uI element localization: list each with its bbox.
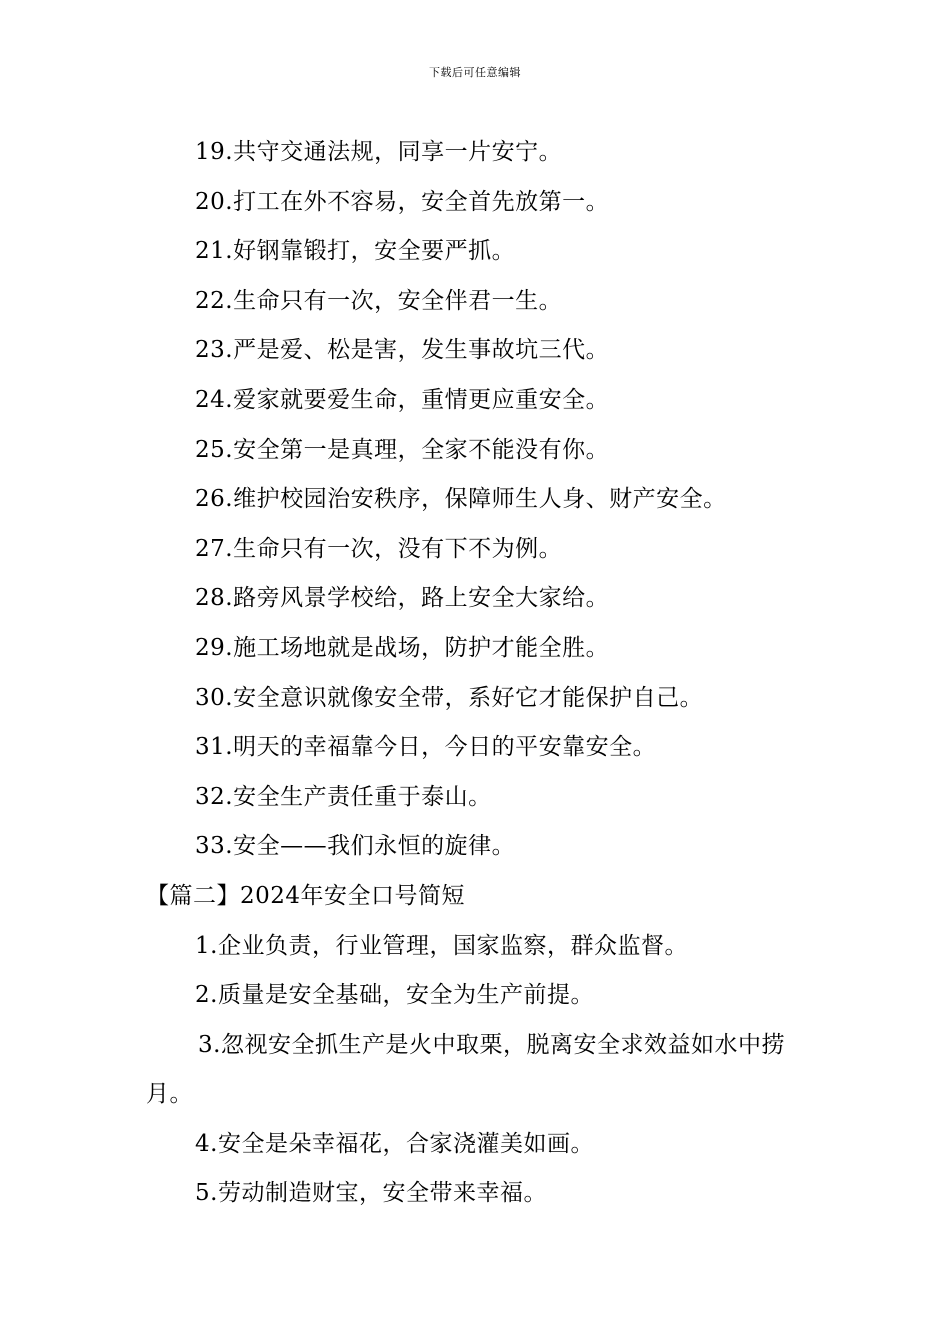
slogan-item-29: 29.施工场地就是战场，防护才能全胜。 — [195, 634, 610, 661]
slogan-item-27: 27.生命只有一次，没有下不为例。 — [195, 535, 563, 562]
section-heading: 【篇二】2024年安全口号简短 — [146, 882, 466, 909]
slogan-item-33: 33.安全——我们永恒的旋律。 — [195, 833, 516, 860]
page-header-note: 下载后可任意编辑 — [429, 66, 521, 79]
slogan-item-4: 4.安全是朵幸福花，合家浇灌美如画。 — [195, 1130, 594, 1157]
slogan-item-5: 5.劳动制造财宝，安全带来幸福。 — [195, 1180, 547, 1207]
slogan-item-2: 2.质量是安全基础，安全为生产前提。 — [195, 982, 594, 1009]
slogan-item-32: 32.安全生产责任重于泰山。 — [195, 783, 492, 810]
slogan-item-21: 21.好钢靠锻打，安全要严抓。 — [195, 238, 516, 265]
slogan-item-25: 25.安全第一是真理，全家不能没有你。 — [195, 436, 610, 463]
slogan-item-26: 26.维护校园治安秩序，保障师生人身、财产安全。 — [195, 486, 727, 513]
slogan-item-3: 3.忽视安全抓生产是火中取栗，脱离安全求效益如水中捞月。 — [146, 1031, 785, 1108]
slogan-item-30: 30.安全意识就像安全带，系好它才能保护自己。 — [195, 684, 704, 711]
slogan-item-19: 19.共守交通法规，同享一片安宁。 — [195, 139, 563, 165]
slogan-item-24: 24.爱家就要爱生命，重情更应重安全。 — [195, 386, 610, 413]
slogan-item-28: 28.路旁风景学校给，路上安全大家给。 — [195, 585, 610, 612]
slogan-item-23: 23.严是爱、松是害，发生事故坑三代。 — [195, 337, 610, 364]
document-body — [146, 128, 836, 1219]
slogan-item-22: 22.生命只有一次，安全伴君一生。 — [195, 287, 563, 314]
slogan-item-31: 31.明天的幸福靠今日，今日的平安靠安全。 — [195, 734, 657, 761]
slogan-item-20: 20.打工在外不容易，安全首先放第一。 — [195, 188, 610, 215]
slogan-item-1: 1.企业负责，行业管理，国家监察，群众监督。 — [195, 932, 688, 959]
